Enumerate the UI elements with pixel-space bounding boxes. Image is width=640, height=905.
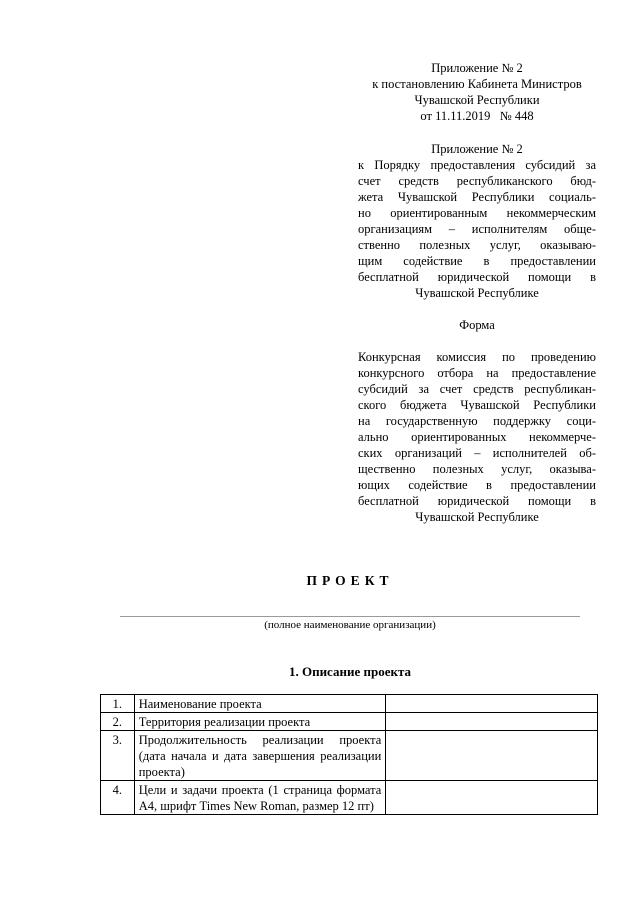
row-number: 3. [101,731,135,781]
appendix-line: Чувашской Республики [414,93,540,107]
commission-line: ских организаций – исполнителей об- [358,446,596,460]
appendix-line: к Порядку предоставления субсидий за [358,158,596,172]
commission-addressee [358,349,596,525]
row-label: Продолжительность реализации проекта (дата начала и дата завершения реализации проекта) [134,731,386,781]
appendix-date-number: от 11.11.2019 № 448 [420,109,534,123]
commission-line: ющих содействие в предоставлении [358,478,596,492]
appendix-line: бесплатной юридической помощи в [358,270,596,284]
appendix-line: организациям – исполнителям обще- [358,222,596,236]
appendix-line: но ориентированным некоммерческим [358,206,596,220]
appendix-subsidy-order [358,141,596,301]
appendix-line: щим содействие в предоставлении [358,254,596,268]
section-heading: 1. Описание проекта [288,664,412,679]
appendix-line: ственно полезных услуг, оказываю- [358,238,596,252]
commission-line: субсидий за счет средств республикан- [358,382,596,396]
row-value-cell[interactable] [386,713,598,731]
commission-line: бесплатной юридической помощи в [358,494,596,508]
row-label: Цели и задачи проекта (1 страница формата А4, шрифт Times New Roman, размер 12 пт) [134,781,386,815]
commission-line: Конкурсная комиссия по проведению [358,350,596,364]
appendix-line: к постановлению Кабинета Министров [372,77,582,91]
row-number: 4. [101,781,135,815]
row-number: 1. [101,695,135,713]
appendix-title: Приложение № 2 [431,142,523,156]
project-title: ПРОЕКТ [306,573,394,588]
organization-name-line [120,616,580,617]
organization-name-caption: (полное наименование организации) [264,619,436,631]
project-description-table [100,694,598,815]
row-label: Территория реализации проекта [134,713,386,731]
commission-line: ского бюджета Чувашской Республики [358,398,596,412]
table-row [101,713,598,731]
commission-line: на государственную поддержку соци- [358,414,596,428]
commission-line: ально ориентированных некоммерче- [358,430,596,444]
commission-line: щественно полезных услуг, оказыва- [358,462,596,476]
appendix-line: счет средств республиканского бюд- [358,174,596,188]
appendix-cabinet-resolution [358,60,596,124]
row-value-cell[interactable] [386,695,598,713]
row-number: 2. [101,713,135,731]
appendix-last-line: Чувашской Республике [415,286,539,300]
row-label: Наименование проекта [134,695,386,713]
appendix-title: Приложение № 2 [431,61,523,75]
form-label: Форма [459,318,495,332]
row-value-cell[interactable] [386,781,598,815]
appendix-line: жета Чувашской Республики социаль- [358,190,596,204]
table-row [101,731,598,781]
commission-last-line: Чувашской Республике [415,510,539,524]
table-row [101,781,598,815]
table-row [101,695,598,713]
commission-line: конкурсного отбора на предоставление [358,366,596,380]
row-value-cell[interactable] [386,731,598,781]
